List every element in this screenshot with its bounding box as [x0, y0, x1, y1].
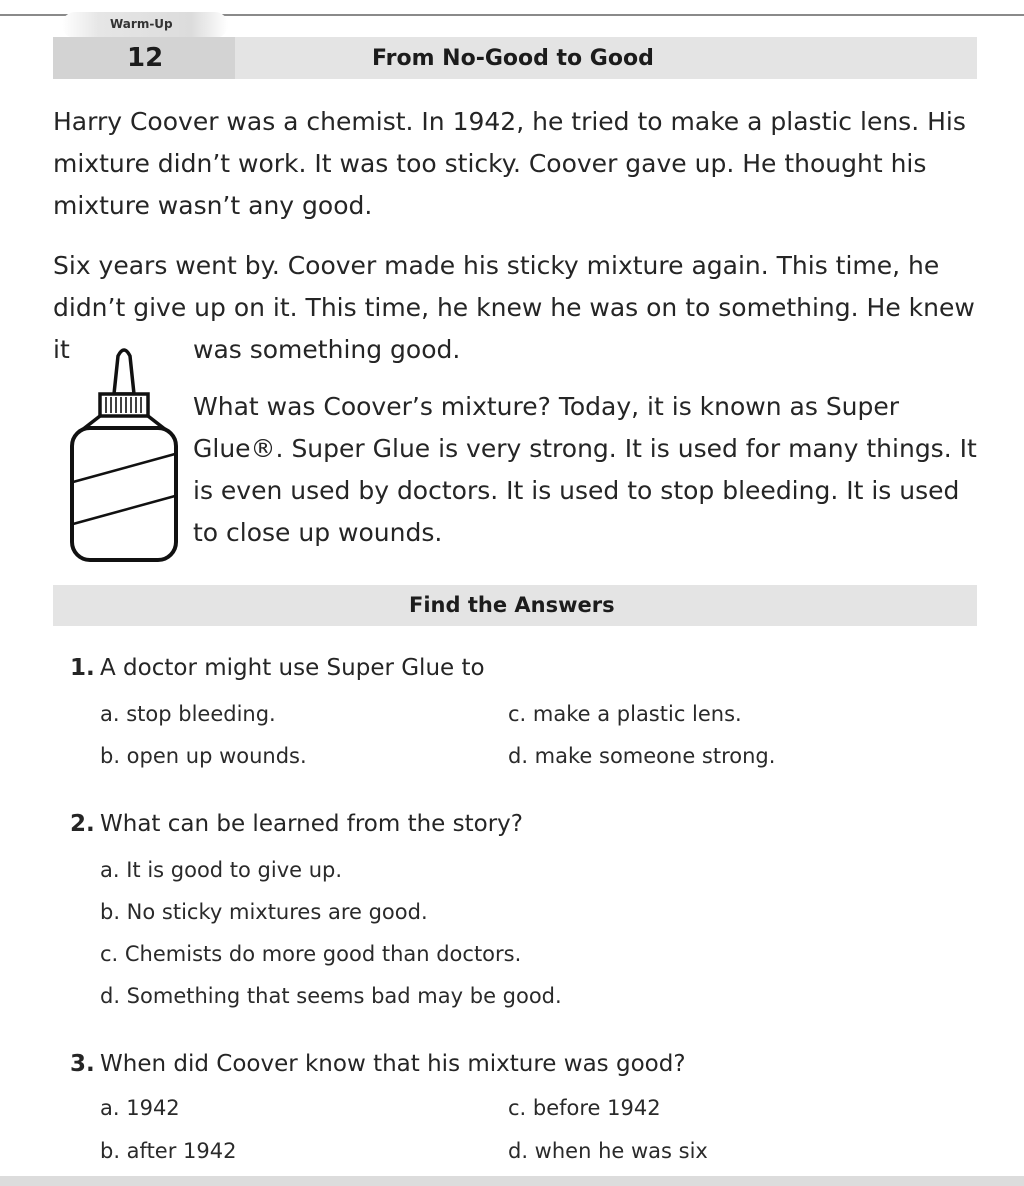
q2-option-a[interactable]: a. It is good to give up. — [100, 858, 343, 882]
question-2 — [70, 811, 523, 837]
glue-bottle-icon — [68, 344, 180, 566]
question-text: When did Coover know that his mixture was good? — [100, 1051, 686, 1077]
q2-option-c[interactable]: c. Chemists do more good than doctors. — [100, 942, 522, 966]
find-answers-title: Find the Answers — [409, 593, 615, 617]
question-number: 3. — [70, 1051, 95, 1077]
q3-option-a[interactable]: a. 1942 — [100, 1096, 180, 1120]
page-bottom-edge — [0, 1176, 1024, 1186]
story-paragraph-1: Harry Coover was a chemist. In 1942, he tried to make a plastic lens. His mixture didn’t work. It was too sticky. Coover gave up. He thought his mixture wasn’t any good. — [53, 107, 966, 220]
story-paragraph-2: Six years went by. Coover made his sticky mixture again. This time, he didn’t give up on it. This time, he knew he was on to something. He knew it — [53, 251, 975, 364]
q1-option-a[interactable]: a. stop bleeding. — [100, 702, 276, 726]
lesson-number: 12 — [127, 43, 164, 73]
question-text: What can be learned from the story? — [100, 811, 523, 837]
question-text: A doctor might use Super Glue to — [100, 655, 485, 681]
question-3 — [70, 1051, 686, 1077]
q2-option-b[interactable]: b. No sticky mixtures are good. — [100, 900, 428, 924]
warm-up-label: Warm-Up — [110, 17, 173, 31]
q2-option-d[interactable]: d. Something that seems bad may be good. — [100, 984, 562, 1008]
question-number: 1. — [70, 655, 95, 681]
q1-option-d[interactable]: d. make someone strong. — [508, 744, 776, 768]
lesson-title: From No-Good to Good — [372, 46, 654, 71]
story-paragraph-3: What was Coover’s mixture? Today, it is known as Super Glue®. Super Glue is very strong. It is used for many things. It is even used by doctors. It is used to stop bleeding. It is used to close up wounds. — [193, 392, 977, 547]
q1-option-c[interactable]: c. make a plastic lens. — [508, 702, 742, 726]
question-number: 2. — [70, 811, 95, 837]
q3-option-d[interactable]: d. when he was six — [508, 1139, 708, 1163]
q3-option-c[interactable]: c. before 1942 — [508, 1096, 661, 1120]
question-1 — [70, 655, 485, 681]
q3-option-b[interactable]: b. after 1942 — [100, 1139, 237, 1163]
story-paragraph-2-continued: was something good. — [193, 335, 461, 364]
q1-option-b[interactable]: b. open up wounds. — [100, 744, 307, 768]
